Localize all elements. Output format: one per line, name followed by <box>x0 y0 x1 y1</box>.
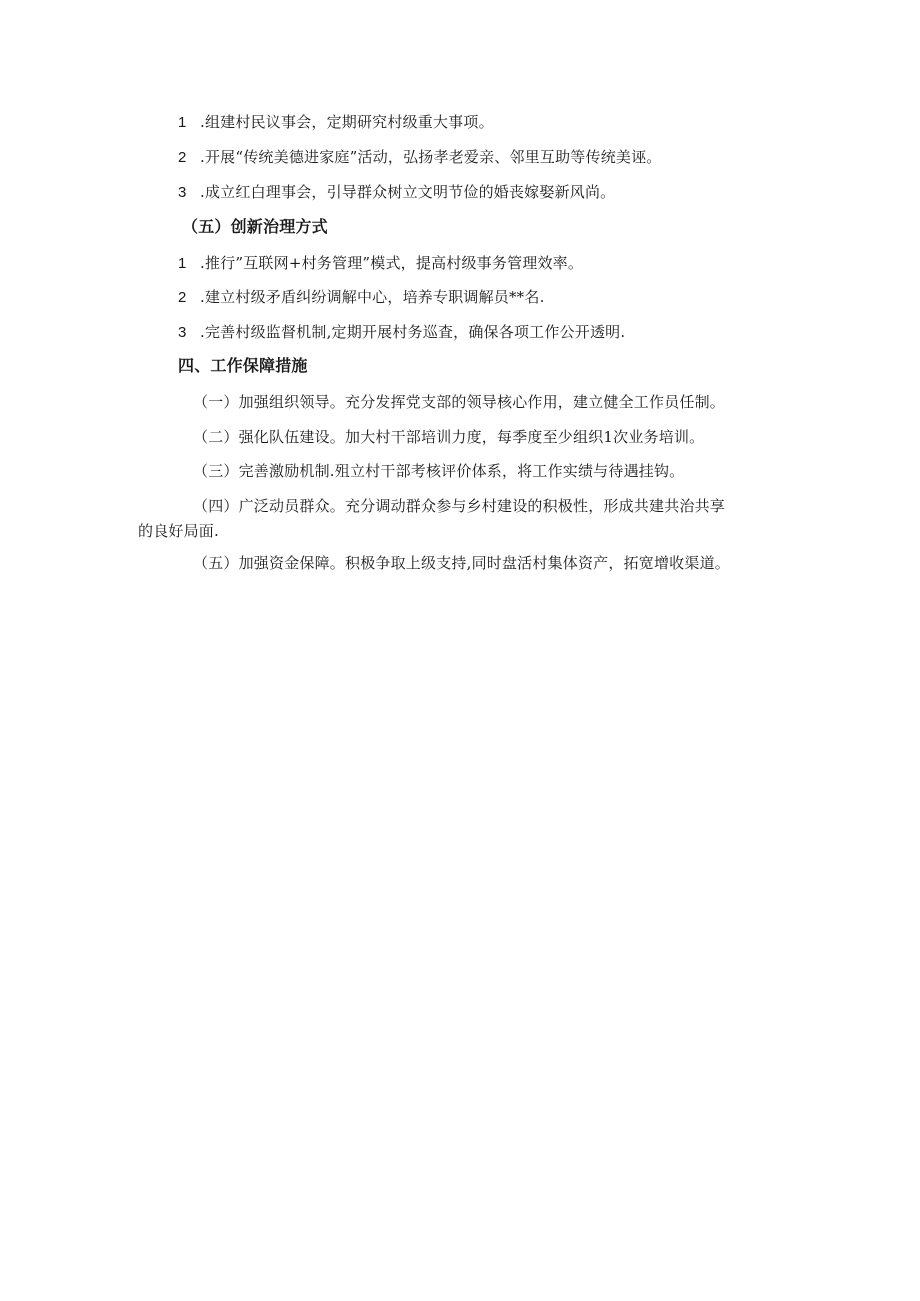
paragraph-mobilize-masses: （四）广泛动员群众。充分调动群众参与乡村建设的积极性，形成共建共治共享 <box>193 497 726 515</box>
list-number: 2 <box>178 149 187 166</box>
subheading-innovate-governance: （五）创新治理方式 <box>182 217 328 236</box>
list-text: .组建村民议事会，定期研究村级重大事项。 <box>200 113 494 131</box>
paragraph-mobilize-masses-continued: 的良好局面. <box>138 522 219 540</box>
section-heading-guarantee-measures: 四、工作保障措施 <box>178 356 308 375</box>
list-text: .成立红白理事会，引导群众树立文明节俭的婚丧嫁娶新风尚。 <box>200 183 616 201</box>
paragraph-incentive-mechanism: （三）完善激励机制.殂立村干部考核评价体系，将工作实绩与待遇挂钩。 <box>193 462 685 480</box>
list-item-1-3 <box>178 182 615 203</box>
list-item-2-2 <box>178 287 545 308</box>
list-number: 2 <box>178 289 187 306</box>
list-item-2-1 <box>178 253 583 274</box>
list-number: 1 <box>178 255 187 272</box>
list-item-2-3 <box>178 322 625 343</box>
paragraph-organization-leadership: （一）加强组织领导。充分发挥党支部的领导核心作用，建立健全工作员任制。 <box>193 393 726 411</box>
list-number: 1 <box>178 114 187 131</box>
paragraph-team-building: （二）强化队伍建设。加大村干部培训力度，每季度至少组织1次业务培训。 <box>193 428 705 446</box>
list-text: .推行”互联网+村务管理”模式，提高村级事务管理效率。 <box>200 254 584 272</box>
list-text: .开展“传统美德进家庭”活动，弘扬孝老爱亲、邻里互助等传统美诬。 <box>200 148 662 166</box>
list-item-1-1 <box>178 112 494 133</box>
list-text: .建立村级矛盾纠纷调解中心，培养专职调解员**名. <box>200 288 545 306</box>
list-number: 3 <box>178 324 187 341</box>
list-number: 3 <box>178 184 187 201</box>
list-item-1-2 <box>178 147 662 168</box>
paragraph-funding-guarantee: （五）加强资金保障。积极争取上级支持,同时盘活村集体资产，拓宽增收渠道。 <box>193 554 730 572</box>
list-text: .完善村级监督机制,定期开展村务巡査，确保各项工作公开透明. <box>200 323 626 341</box>
